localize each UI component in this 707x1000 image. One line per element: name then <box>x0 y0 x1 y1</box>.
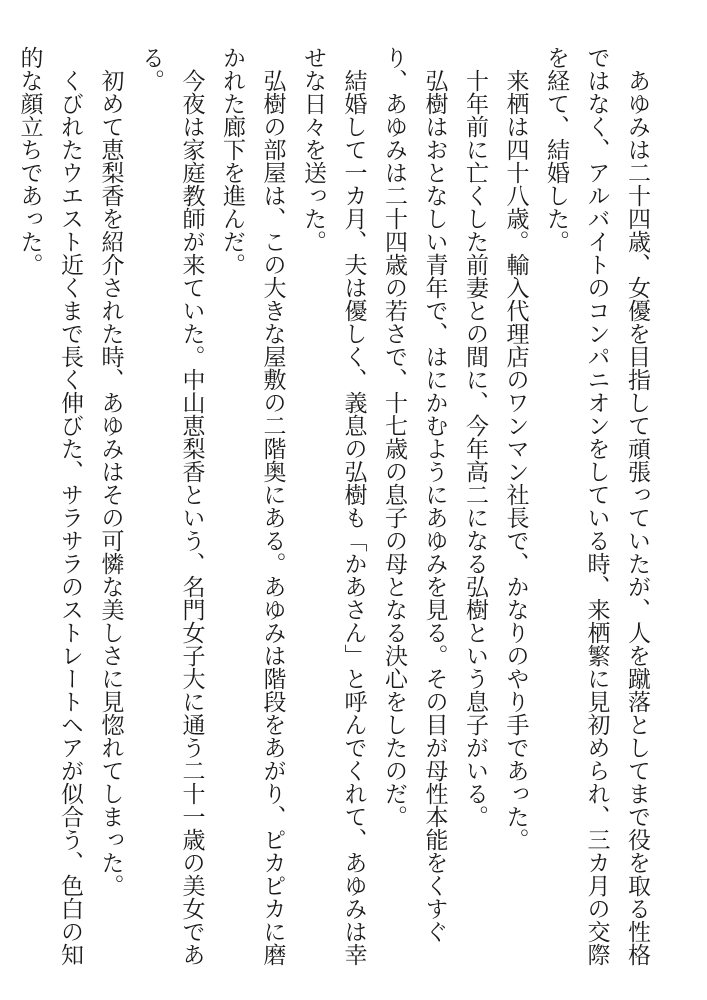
paragraph: あゆみは二十四歳、女優を目指して頑張っていたが、人を蹴落としてまで役を取る性格ではなく、アルバイトのコンパニオンをしている時、来栖繁に見初められ、三カ月の交際を経て、結婚した。 <box>543 46 650 966</box>
paragraph: 弘樹の部屋は、この大きな屋敷の二階奥にある。あゆみは階段をあがり、ピカピカに磨かれた廊下を進んだ。 <box>219 46 286 966</box>
paragraph: 十年前に亡くした前妻との間に、今年高二になる弘樹という息子がいる。 <box>462 69 488 828</box>
paragraph: 来栖は四十八歳。輸入代理店のワンマン社長で、かなりのやり手であった。 <box>502 69 529 851</box>
paragraph: 結婚して一カ月、夫は優しく、義息の弘樹も「かあさん」と呼んでくれて、あゆみは幸せな日々を送った。 <box>300 46 367 966</box>
vertical-text-body <box>9 46 657 976</box>
paragraph: くびれたウエスト近くまで長く伸びた、サラサラのストレートヘアが似合う、色白の知的な顔立ちであった。 <box>16 46 83 966</box>
paragraph: 今夜は家庭教師が来ていた。中山恵梨香という、名門女子大に通う二十一歳の美女である。 <box>138 46 205 966</box>
paragraph: 弘樹はおとなしい青年で、はにかむようにあゆみを見る。その目が母性本能をくすぐり、あゆみは二十四歳の若さで、十七歳の息子の母となる決心をしたのだ。 <box>381 46 448 943</box>
paragraph: 初めて恵梨香を紹介された時、あゆみはその可憐な美しさに見惚れてしまった。 <box>97 69 124 897</box>
